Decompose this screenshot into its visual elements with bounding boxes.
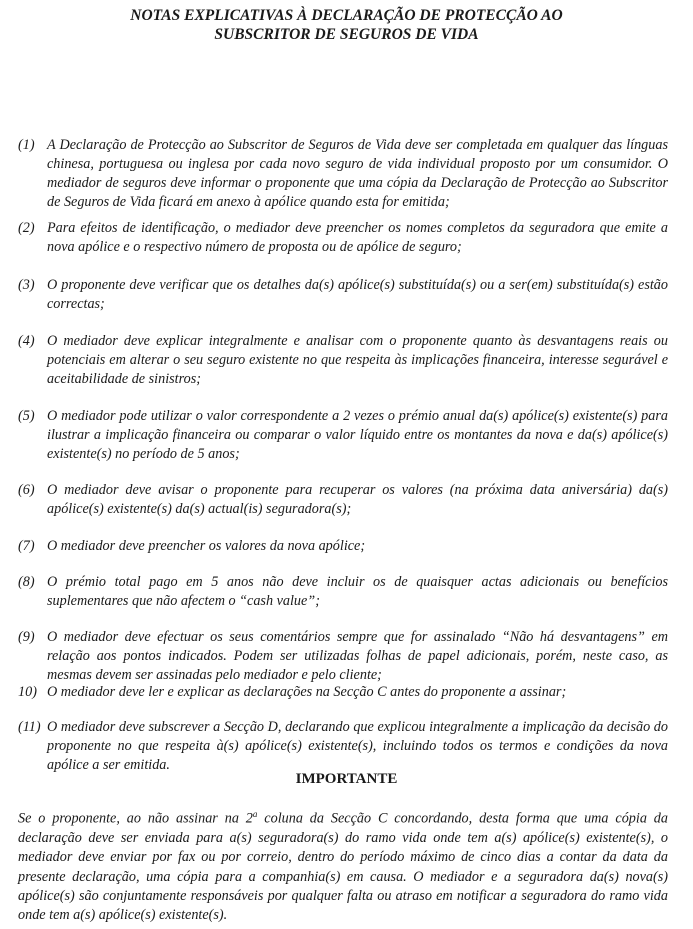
note-number: (2) — [18, 220, 35, 236]
note-text: O mediador deve preencher os valores da nova apólice; — [47, 538, 366, 554]
note-number: (4) — [18, 333, 35, 349]
note-text: O mediador deve ler e explicar as declarações na Secção C antes do proponente a assinar; — [47, 684, 567, 700]
note-number: (1) — [18, 137, 35, 153]
note-text: O mediador deve avisar o proponente para recuperar os valores (na próxima data aniversária) da(s) apólice(s) existente(s) da(s) actual(is) seguradora(s); — [47, 482, 668, 517]
note-text: O mediador deve efectuar os seus comentários sempre que for assinalado “Não há desvantagens” em relação aos pontos indicados. Podem ser utilizadas folhas de papel adicionais, porém, neste caso, as mesmas devem ser assinadas pelo mediador e pelo cliente; — [47, 629, 668, 683]
note-number: (6) — [18, 482, 35, 498]
ordinal-superscript: a — [252, 809, 258, 819]
important-text-start: Se o proponente, ao não assinar na 2 — [18, 810, 253, 827]
note-item — [18, 683, 668, 702]
note-number: (3) — [18, 277, 35, 293]
note-item — [18, 628, 668, 685]
note-item — [18, 219, 668, 257]
document-title — [0, 6, 693, 44]
important-heading: IMPORTANTE — [295, 771, 398, 787]
note-item — [18, 407, 668, 464]
title-line-1: NOTAS EXPLICATIVAS À DECLARAÇÃO DE PROTECÇÃO AO — [130, 7, 563, 24]
note-text: O prémio total pago em 5 anos não deve incluir os de quaisquer actas adicionais ou benefícios suplementares que não afectem o “cash value”; — [47, 574, 668, 609]
note-number: (7) — [18, 538, 35, 554]
note-number: (8) — [18, 574, 35, 590]
note-number: (5) — [18, 408, 35, 424]
note-item — [18, 481, 668, 519]
note-item — [18, 136, 668, 212]
note-item — [18, 276, 668, 314]
title-line-2: SUBSCRITOR DE SEGUROS DE VIDA — [214, 26, 479, 43]
note-item — [18, 573, 668, 611]
note-item — [18, 718, 668, 775]
note-number: 10) — [18, 684, 37, 700]
important-text-rest: coluna da Secção C concordando, desta forma que uma cópia da declaração deve ser enviada para a(s) seguradora(s) do ramo vida onde tem a(s) apólice(s) existente(s), o mediador deve enviar por fax ou por correio, dentro do período máximo de cinco dias a contar da data da presente declaração, uma cópia para a companhia(s) em causa. O mediador e a seguradora da(s) nova(s) apólice(s) são conjuntamente responsáveis por qualquer falta ou atraso em notificar a seguradora do ramo vida onde tem a(s) apólice(s) existente(s). — [18, 810, 668, 924]
note-text: O mediador pode utilizar o valor correspondente a 2 vezes o prémio anual da(s) apólice(s) existente(s) para ilustrar a implicação financeira ou comparar o valor líquido entre os montantes da nova e da(s) apólice(s) existente(s) no período de 5 anos; — [47, 408, 668, 462]
note-text: Para efeitos de identificação, o mediador deve preencher os nomes completos da seguradora que emite a nova apólice e o respectivo número de proposta ou de apólice de seguro; — [47, 220, 668, 255]
note-text: A Declaração de Protecção ao Subscritor de Seguros de Vida deve ser completada em qualquer das línguas chinesa, portuguesa ou inglesa por cada novo seguro de vida individual proposto por um consumidor. O mediador de seguros deve informar o proponente que uma cópia da Declaração de Protecção ao Subscritor de Seguros de Vida ficará em anexo à apólice quando esta for emitida; — [47, 137, 668, 210]
note-item — [18, 332, 668, 389]
note-number: (11) — [18, 719, 41, 735]
note-text: O mediador deve explicar integralmente e analisar com o proponente quanto às desvantagens reais ou potenciais em alterar o seu seguro existente no que respeita às implicações financeira, interesse segurável e aceitabilidade de sinistros; — [47, 333, 668, 387]
note-item — [18, 537, 668, 556]
note-text: O proponente deve verificar que os detalhes da(s) apólice(s) substituída(s) ou a ser(em) substituída(s) estão correctas; — [47, 277, 668, 312]
note-number: (9) — [18, 629, 35, 645]
important-paragraph — [18, 805, 668, 926]
note-text: O mediador deve subscrever a Secção D, declarando que explicou integralmente a implicação da decisão do proponente no que respeita à(s) apólice(s) existente(s), incluindo todos os termos e condições da nova apólice a ser emitida. — [47, 719, 668, 773]
